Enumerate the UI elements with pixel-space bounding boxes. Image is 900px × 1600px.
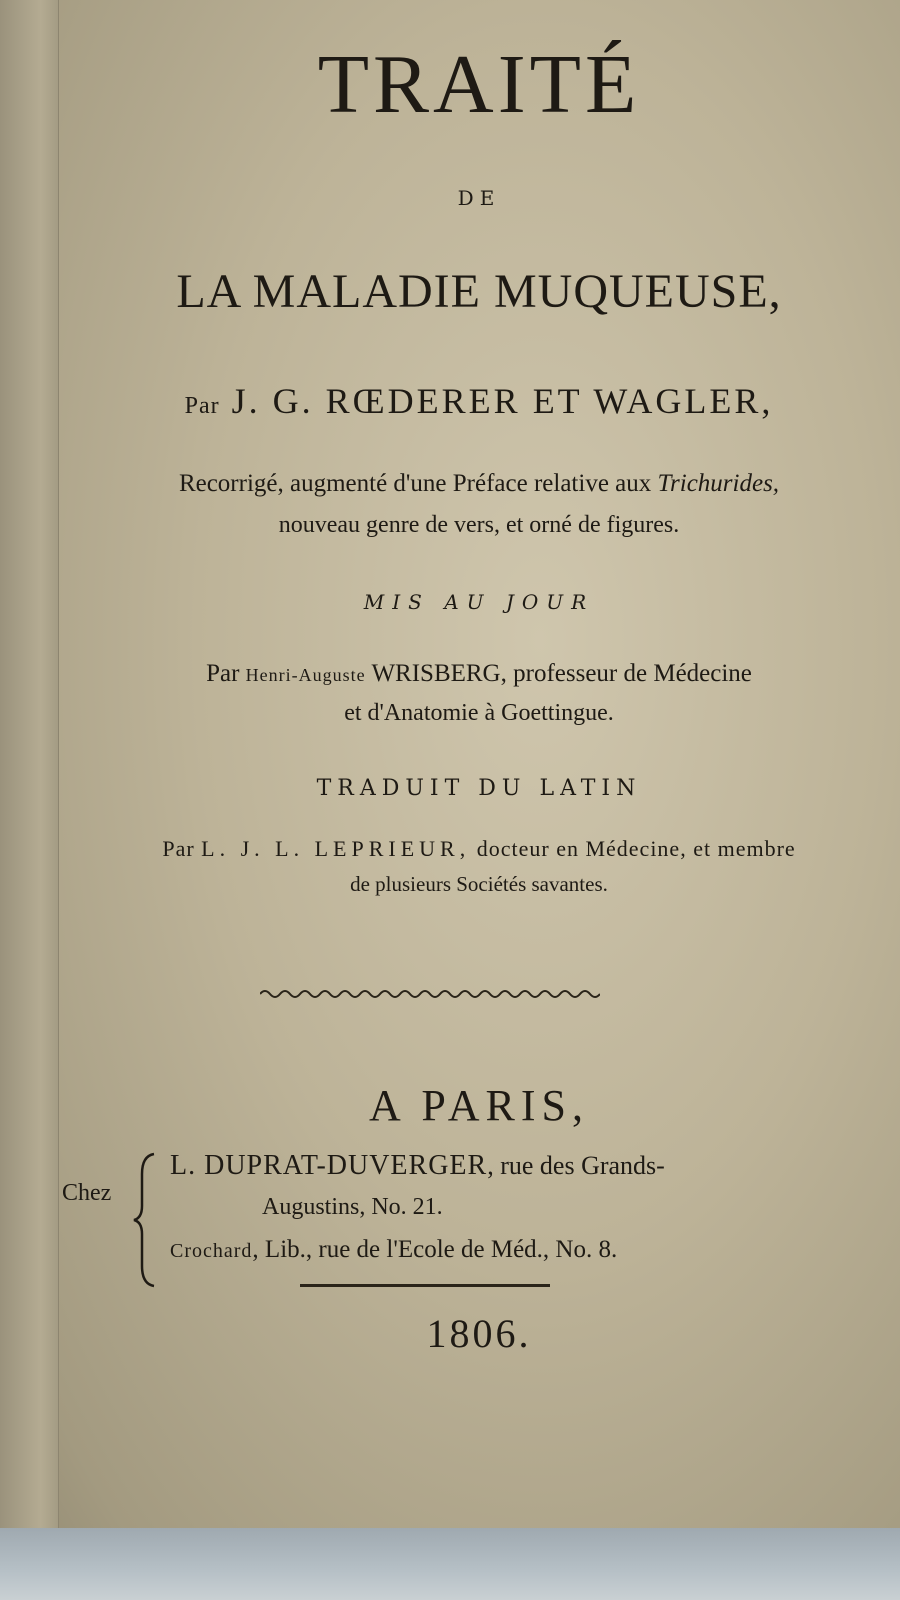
publisher-line-3 [170, 1236, 617, 1264]
description-line-1 [58, 470, 900, 498]
translator-line-1 [58, 836, 900, 862]
publishers-brace [130, 1150, 160, 1290]
published-label: MIS AU JOUR [363, 590, 595, 614]
authors-line [58, 380, 900, 422]
translator-role: docteur en Médecine, et membre [476, 836, 796, 861]
authors-names: J. G. RŒDERER ET WAGLER, [231, 381, 774, 421]
description-text: Recorrigé, augmenté d'une Préface relative aux [178, 470, 652, 497]
translator-line-2: de plusieurs Sociétés savantes. [350, 872, 608, 896]
divider-rule [300, 1284, 550, 1287]
publisher-duprat: L. DUPRAT-DUVERGER [170, 1150, 488, 1181]
translated-label: TRADUIT DU LATIN [316, 776, 642, 801]
editor-line-1 [58, 660, 900, 688]
description-italic: Trichurides, [657, 470, 780, 497]
book-subtitle: LA MALADIE MUQUEUSE, [176, 265, 782, 318]
authors-prefix: Par [184, 393, 220, 419]
book-title: TRAITÉ [317, 38, 641, 131]
editor-prefix: Par [206, 660, 240, 687]
background-surface [0, 1528, 900, 1600]
ornament-divider [260, 984, 600, 1004]
editor-first-name: Henri-Auguste [245, 665, 366, 685]
publisher-duprat-address: , rue des Grands- [487, 1151, 665, 1180]
publisher-crochard: Crochard [170, 1240, 253, 1262]
publisher-line-2: Augustins, No. 21. [262, 1194, 443, 1220]
editor-role: professeur de Médecine [513, 660, 752, 687]
publication-place: A PARIS, [368, 1081, 590, 1130]
publication-year: 1806. [426, 1311, 532, 1356]
publishers-chez: Chez [62, 1180, 112, 1206]
description-line-2: nouveau genre de vers, et orné de figures. [278, 512, 680, 538]
editor-surname: WRISBERG, [371, 660, 507, 687]
publisher-line-1 [170, 1150, 665, 1182]
publisher-crochard-address: , Lib., rue de l'Ecole de Méd., No. 8. [252, 1236, 618, 1263]
translator-name: L. J. L. LEPRIEUR, [201, 836, 471, 861]
adjacent-page-edge [0, 0, 59, 1600]
title-connector: DE [457, 186, 501, 210]
editor-line-2: et d'Anatomie à Goettingue. [344, 700, 614, 726]
translator-prefix: Par [162, 836, 195, 861]
